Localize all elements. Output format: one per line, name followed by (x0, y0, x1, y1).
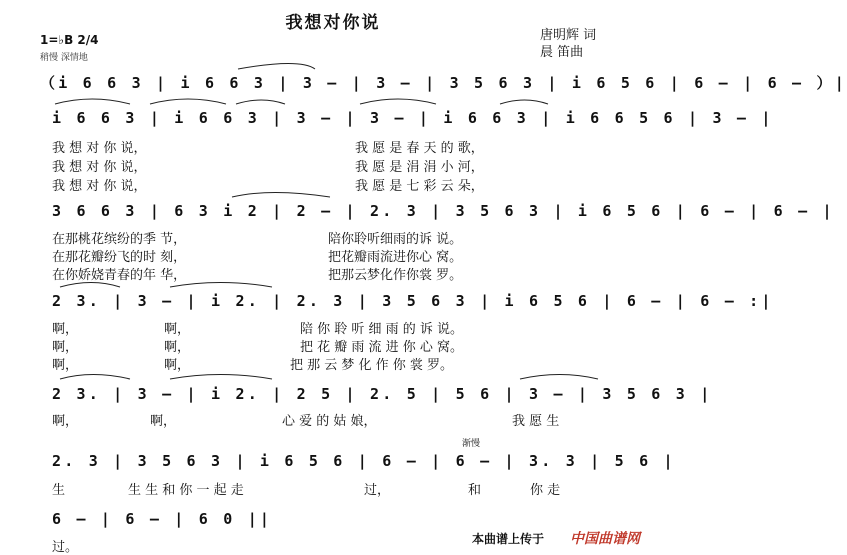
lyric-line: 我 愿 是 七 彩 云 朵， (355, 179, 484, 194)
lyric-line: 啊， (52, 340, 79, 355)
lyric-line: 把那云梦化作你裳 罗。 (328, 268, 463, 283)
staff-line-6: 2. 3 | 3 5 6 3 | i 6 5 6 | 6 – | 6 – | 3. 3 | 5 6 | (52, 452, 676, 470)
lyric-line: 我 愿 是 春 天 的 歌， (355, 141, 484, 156)
lyric-line: 陪 你 聆 听 细 雨 的 诉 说。 (300, 322, 464, 337)
key-signature: 1=♭B 2/4 (40, 33, 99, 47)
tempo-marking: 稍慢 深情地 (40, 53, 88, 63)
lyric-line: 我 想 对 你 说， (52, 160, 147, 175)
staff-line-2: i 6 6 3 | i 6 6 3 | 3 – | 3 – | i 6 6 3 | i 6 6 5 6 | 3 – | (52, 109, 774, 127)
staff-line-1: （i 6 6 3 | i 6 6 3 | 3 – | 3 – | 3 5 6 3 | i 6 5 6 | 6 – | 6 – ）| (40, 74, 847, 92)
lyric-line: 心 爱 的 姑 娘， (282, 414, 377, 429)
lyric-line: 我 愿 是 涓 涓 小 河， (355, 160, 484, 175)
page-title: 我想对你说 (285, 13, 381, 33)
lyricist-credit: 唐明辉 词 (540, 28, 597, 43)
lyric-line: 我 想 对 你 说， (52, 179, 147, 194)
lyric-line: 在你娇娆青春的年 华， (52, 268, 187, 283)
lyric-line: 我 愿 生 (512, 414, 560, 429)
site-logo: 中国曲谱网 (570, 531, 640, 547)
lyric-line: 陪你聆听细雨的诉 说。 (328, 232, 463, 247)
lyric-line: 啊， (52, 322, 79, 337)
upload-note: 本曲谱上传于 (472, 532, 545, 546)
lyric-line: 过， (364, 483, 391, 498)
lyric-line: 你 走 (530, 483, 561, 498)
lyric-line: 把花瓣雨流进你心 窝。 (328, 250, 463, 265)
lyric-line: 过。 (52, 540, 79, 555)
composer-credit: 晨 笛曲 (540, 45, 584, 60)
lyric-line: 啊， (164, 340, 191, 355)
lyric-line: 把 花 瓣 雨 流 进 你 心 窝。 (300, 340, 464, 355)
lyric-line: 啊， (52, 358, 79, 373)
lyric-line: 啊， (52, 414, 79, 429)
lyric-line: 生 生 和 你 一 起 走 (128, 483, 244, 498)
staff-line-5: 2 3. | 3 – | i 2. | 2 5 | 2. 5 | 5 6 | 3 – | 3 5 6 3 | (52, 385, 713, 403)
lyric-line: 啊， (150, 414, 177, 429)
lyric-line: 在那花瓣纷飞的时 刻， (52, 250, 187, 265)
lyric-line: 啊， (164, 322, 191, 337)
staff-line-4: 2 3. | 3 – | i 2. | 2. 3 | 3 5 6 3 | i 6 5 6 | 6 – | 6 – :| (52, 292, 774, 310)
staff-line-3: 3 6 6 3 | 6 3 i 2 | 2 – | 2. 3 | 3 5 6 3 | i 6 5 6 | 6 – | 6 – | (52, 202, 835, 220)
lyric-line: 把 那 云 梦 化 作 你 裳 罗。 (290, 358, 454, 373)
lyric-line: 啊， (164, 358, 191, 373)
tempo-change-marking: 渐慢 (462, 439, 481, 449)
staff-line-7: 6 – | 6 – | 6 0 || (52, 510, 273, 528)
lyric-line: 我 想 对 你 说， (52, 141, 147, 156)
lyric-line: 在那桃花缤纷的季 节， (52, 232, 187, 247)
lyric-line: 和 (468, 483, 482, 498)
lyric-line: 生 (52, 483, 66, 498)
